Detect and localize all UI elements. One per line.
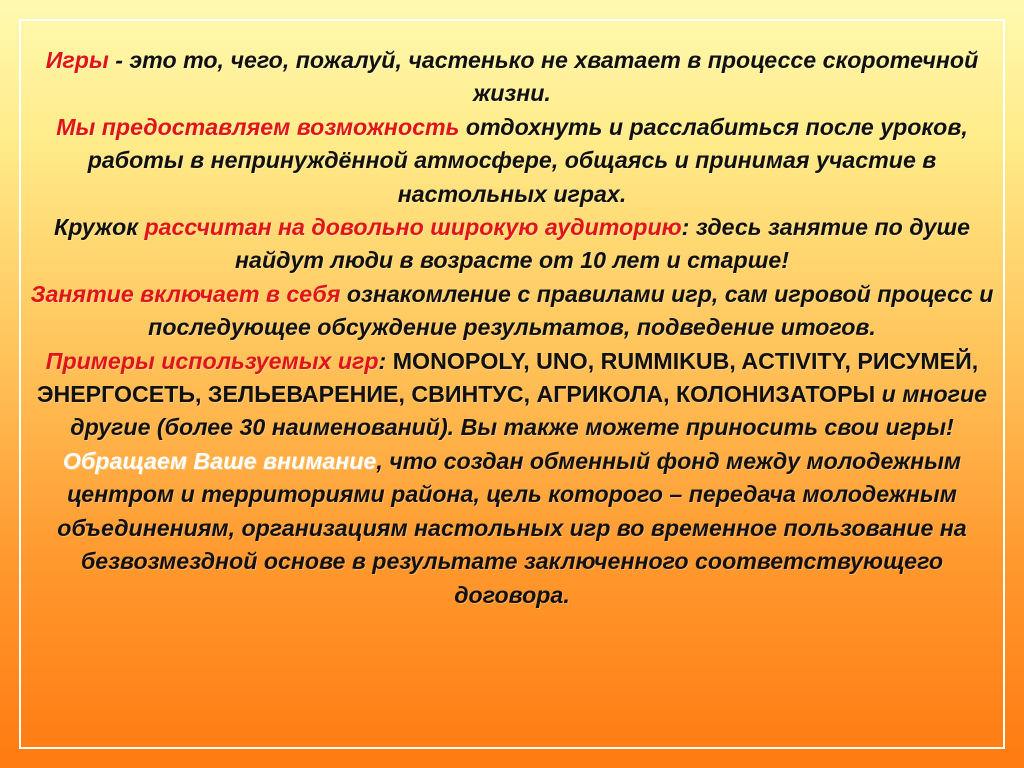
examples-highlight: Примеры используемых игр [45,347,379,374]
audience-highlight: рассчитан на довольно широкую аудиторию [144,214,682,241]
opportunity-text: отдохнуть и расслабиться после уроков, работы в непринуждённой атмосфере, общаясь и принимая участие в настольных играх. [87,113,968,207]
paragraph-audience [24,211,1000,278]
paragraph-exchange [24,445,1000,612]
examples-colon: : [378,347,393,374]
includes-highlight: Занятие включает в себя [30,280,341,307]
paragraph-examples [24,345,1000,445]
audience-lead: Кружок [54,214,145,241]
examples-game-list: MONOPOLY, UNO, RUMMIKUB, ACTIVITY, РИСУМЕЙ, ЭНЕРГОСЕТЬ, ЗЕЛЬЕВАРЕНИЕ, СВИНТУС, АГРИКОЛА, КОЛОНИЗАТОРЫ [36,347,979,408]
paragraph-includes [24,278,1000,345]
intro-highlight: Игры [45,47,109,73]
opportunity-highlight: Мы предоставляем возможность [56,113,460,140]
slide-text-block [24,44,1000,612]
includes-text: ознакомление с правилами игр, сам игровой процесс и последующее обсуждение результатов, подведение итогов. [148,280,994,341]
exchange-text: , что создан обменный фонд между молодежным центром и территориями района, цель которого – передача молодежным объединениям, организациям настольных игр во временное пользование на безвозмездной основе в результате заключенного соответствующего договора. [57,447,967,608]
exchange-highlight: Обращаем Ваше внимание [62,447,377,474]
paragraph-intro [24,44,1000,111]
intro-text: - это то, чего, пожалуй, частенько не хватает в процессе скоротечной жизни. [108,47,979,107]
examples-text: и многие другие (более 30 наименований). Вы также можете приносить свои игры! [70,381,988,441]
paragraph-opportunity [24,111,1000,211]
audience-text: : здесь занятие по душе найдут люди в возрасте от 10 лет и старше! [235,214,970,274]
